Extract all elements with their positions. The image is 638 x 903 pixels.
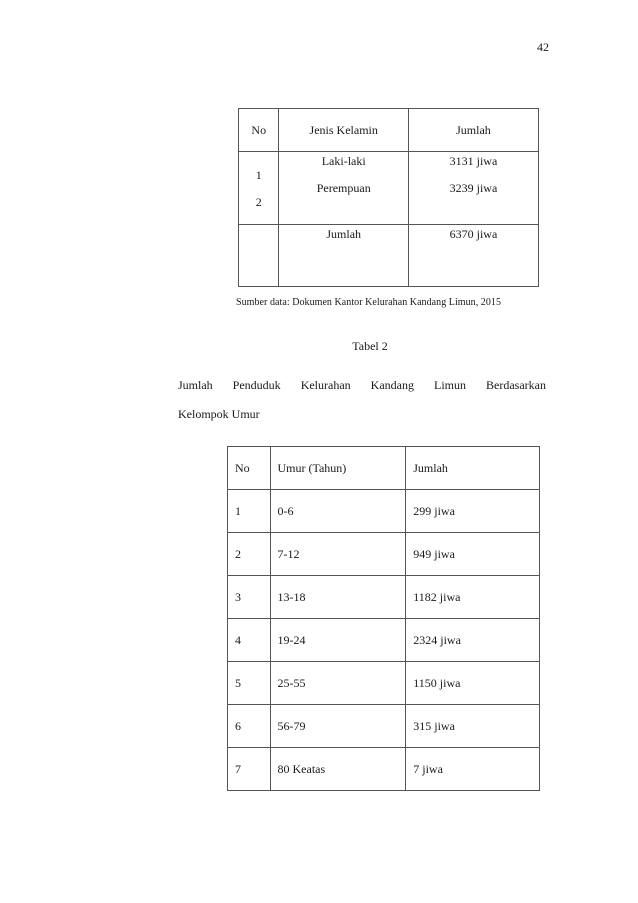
header-jumlah: Jumlah: [408, 109, 538, 152]
table-row: [228, 748, 540, 791]
row-number: 3: [228, 576, 271, 619]
table-title-line2: Kelompok Umur: [178, 407, 260, 421]
header-no: No: [228, 447, 271, 490]
gender-population-table: [238, 108, 539, 287]
age-range: 80 Keatas: [270, 748, 406, 791]
table-row: [228, 576, 540, 619]
header-jenis-kelamin: Jenis Kelamin: [279, 109, 408, 152]
population-count: 949 jiwa: [406, 533, 540, 576]
table-row: [228, 705, 540, 748]
age-range: 13-18: [270, 576, 406, 619]
row-number: 2: [228, 533, 271, 576]
row-number: 6: [228, 705, 271, 748]
row-number: 5: [228, 662, 271, 705]
page-number: 42: [537, 40, 549, 54]
table-row: [228, 533, 540, 576]
population-count: 3239 jiwa: [449, 181, 498, 195]
row-number: 2: [255, 195, 262, 209]
total-value-cell: [408, 225, 538, 287]
table-caption: Tabel 2: [352, 339, 388, 353]
total-value: 6370 jiwa: [449, 227, 498, 241]
population-count: 7 jiwa: [406, 748, 540, 791]
total-label-cell: [279, 225, 408, 287]
table-row: [239, 152, 539, 225]
row-number: 1: [255, 168, 262, 182]
population-count: 2324 jiwa: [406, 619, 540, 662]
header-jumlah: Jumlah: [406, 447, 540, 490]
count-cell: [408, 152, 538, 225]
gender-label: Perempuan: [316, 181, 371, 195]
row-numbers-cell: [239, 152, 279, 225]
age-range: 25-55: [270, 662, 406, 705]
total-label: Jumlah: [326, 227, 362, 241]
age-range: 56-79: [270, 705, 406, 748]
table-title-line1: Jumlah Penduduk Kelurahan Kandang Limun Berdasarkan: [178, 378, 546, 392]
table-row: [228, 490, 540, 533]
gender-cell: [279, 152, 408, 225]
table-header-row: [228, 447, 540, 490]
population-count: 1150 jiwa: [406, 662, 540, 705]
row-number: 7: [228, 748, 271, 791]
age-range: 0-6: [270, 490, 406, 533]
age-range: 7-12: [270, 533, 406, 576]
population-count: 315 jiwa: [406, 705, 540, 748]
population-count: 299 jiwa: [406, 490, 540, 533]
source-note: Sumber data: Dokumen Kantor Kelurahan Kandang Limun, 2015: [236, 297, 502, 308]
table-row: [228, 662, 540, 705]
table-row: [228, 619, 540, 662]
gender-label: Laki-laki: [321, 154, 366, 168]
population-count: 3131 jiwa: [449, 154, 498, 168]
header-umur: Umur (Tahun): [270, 447, 406, 490]
table-total-row: [239, 225, 539, 287]
empty-cell: [239, 225, 279, 287]
table-header-row: [239, 109, 539, 152]
population-count: 1182 jiwa: [406, 576, 540, 619]
age-group-population-table: [227, 446, 540, 791]
header-no: No: [239, 109, 279, 152]
row-number: 1: [228, 490, 271, 533]
age-range: 19-24: [270, 619, 406, 662]
row-number: 4: [228, 619, 271, 662]
